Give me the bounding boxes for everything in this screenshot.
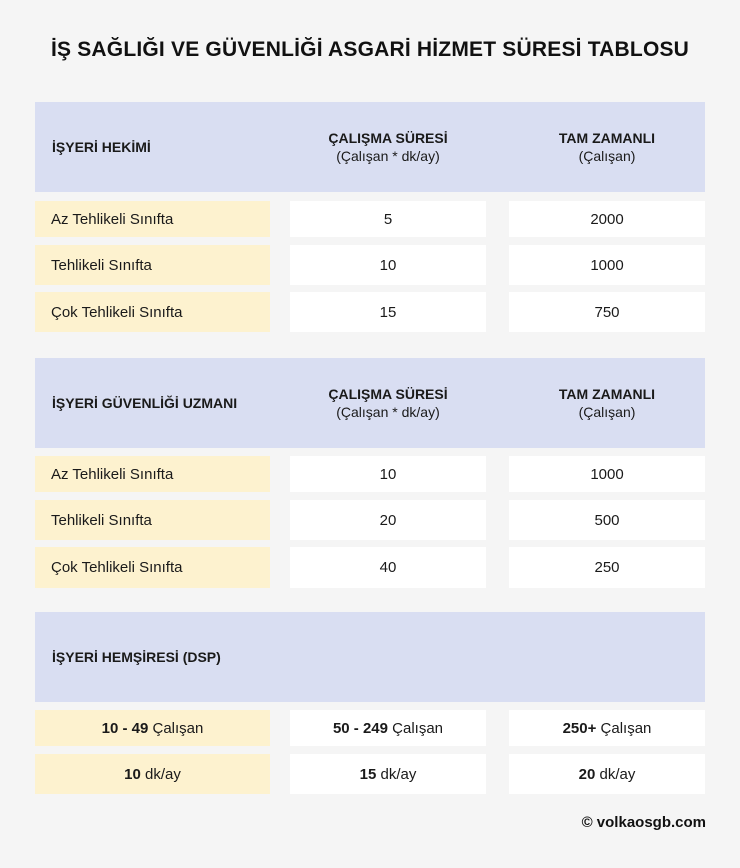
range-unit: Çalışan — [388, 719, 444, 737]
range-cell — [290, 710, 486, 746]
hekim-col-duration-header — [290, 102, 486, 192]
fulltime-value: 250 — [509, 547, 705, 588]
hekim-header — [35, 102, 705, 192]
hekim-title: İŞYERİ HEKİMİ — [52, 139, 151, 155]
hekim-col-fulltime-header — [509, 102, 705, 192]
col-title: TAM ZAMANLI — [558, 386, 656, 402]
col-title: ÇALIŞMA SÜRESİ — [328, 386, 448, 402]
hemsire-header — [35, 612, 705, 702]
row-label: Tehlikeli Sınıfta — [35, 500, 270, 540]
range-cell — [35, 710, 270, 746]
range-bold: 250+ — [562, 719, 597, 737]
copyright-text: © volkaosgb.com — [581, 814, 706, 831]
table-row — [35, 292, 705, 332]
minutes-bold: 20 — [578, 765, 596, 783]
uzman-col-fulltime-header — [509, 358, 705, 448]
row-label: Çok Tehlikeli Sınıfta — [35, 292, 270, 332]
table-row — [35, 456, 705, 492]
col-subtitle: (Çalışan * dk/ay) — [336, 404, 440, 420]
duration-value: 15 — [290, 292, 486, 332]
duration-value: 40 — [290, 547, 486, 588]
minutes-cell — [35, 754, 270, 794]
minutes-cell — [509, 754, 705, 794]
minutes-unit: dk/ay — [140, 765, 181, 783]
table-row — [35, 754, 705, 794]
col-subtitle: (Çalışan) — [578, 404, 636, 420]
table-row — [35, 245, 705, 285]
duration-value: 20 — [290, 500, 486, 540]
row-label: Tehlikeli Sınıfta — [35, 245, 270, 285]
fulltime-value: 2000 — [509, 201, 705, 237]
fulltime-value: 1000 — [509, 456, 705, 492]
col-title: ÇALIŞMA SÜRESİ — [328, 130, 448, 146]
hemsire-title: İŞYERİ HEMŞİRESİ (DSP) — [52, 649, 221, 665]
hemsire-section — [35, 612, 705, 794]
table-row — [35, 201, 705, 237]
minutes-unit: dk/ay — [595, 765, 636, 783]
duration-value: 10 — [290, 456, 486, 492]
row-label: Az Tehlikeli Sınıfta — [35, 456, 270, 492]
fulltime-value: 1000 — [509, 245, 705, 285]
range-unit: Çalışan — [148, 719, 204, 737]
col-subtitle: (Çalışan) — [578, 148, 636, 164]
uzman-header — [35, 358, 705, 448]
minutes-unit: dk/ay — [376, 765, 417, 783]
duration-value: 5 — [290, 201, 486, 237]
table-row — [35, 500, 705, 540]
range-cell — [509, 710, 705, 746]
fulltime-value: 750 — [509, 292, 705, 332]
hekim-section — [35, 102, 705, 334]
minutes-bold: 15 — [359, 765, 377, 783]
range-bold: 50 - 249 — [332, 719, 388, 737]
range-bold: 10 - 49 — [101, 719, 149, 737]
uzman-title: İŞYERİ GÜVENLİĞİ UZMANI — [52, 395, 238, 411]
col-subtitle: (Çalışan * dk/ay) — [336, 148, 440, 164]
fulltime-value: 500 — [509, 500, 705, 540]
uzman-col-duration-header — [290, 358, 486, 448]
duration-value: 10 — [290, 245, 486, 285]
row-label: Az Tehlikeli Sınıfta — [35, 201, 270, 237]
minutes-bold: 10 — [124, 765, 141, 783]
table-row — [35, 710, 705, 746]
minutes-cell — [290, 754, 486, 794]
table-row — [35, 547, 705, 588]
uzman-section — [35, 358, 705, 590]
page-title: İŞ SAĞLIĞI VE GÜVENLİĞİ ASGARİ HİZMET SÜRESİ TABLOSU — [50, 38, 690, 61]
range-unit: Çalışan — [596, 719, 652, 737]
col-title: TAM ZAMANLI — [558, 130, 656, 146]
row-label: Çok Tehlikeli Sınıfta — [35, 547, 270, 588]
